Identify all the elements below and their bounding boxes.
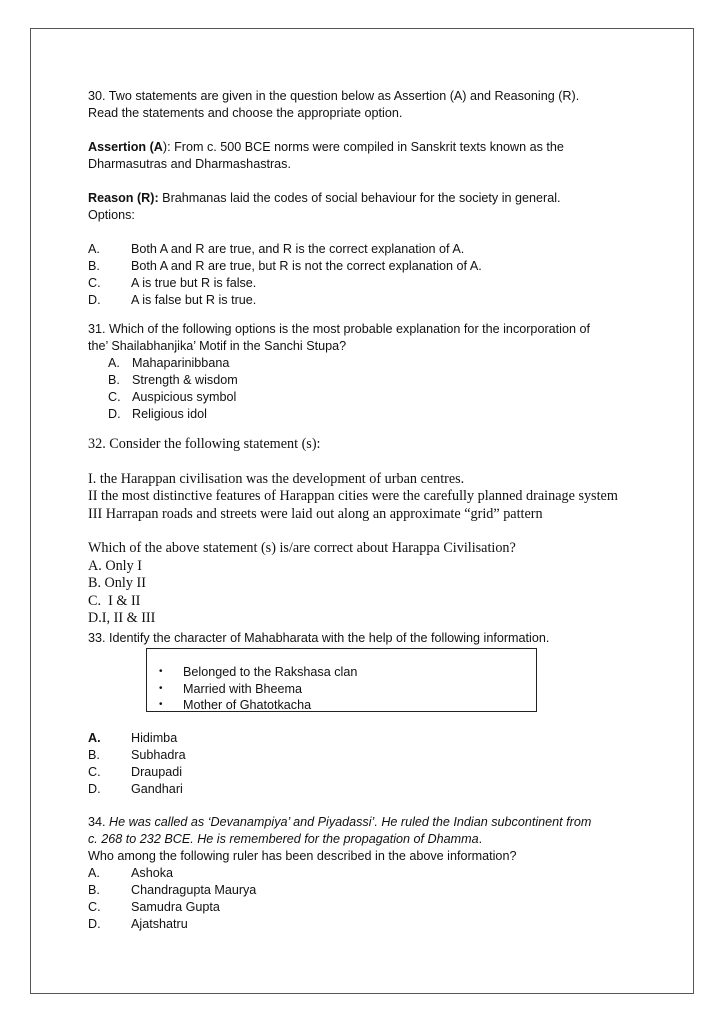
- question-33: [88, 630, 648, 647]
- q33-option-d: D. Gandhari: [88, 782, 183, 796]
- q32-statement-2: II the most distinctive features of Harappan cities were the carefully planned drainage system: [88, 488, 618, 504]
- q33-info-item: • Belonged to the Rakshasa clan: [159, 665, 358, 679]
- q30-assertion-text: ): From c. 500 BCE norms were compiled in Sanskrit texts known as the: [162, 140, 564, 154]
- q30-option-a: A. Both A and R are true, and R is the correct explanation of A.: [88, 242, 465, 256]
- q31-option-d: D. Religious idol: [108, 407, 207, 421]
- q31-line1: 31. Which of the following options is the most probable explanation for the incorporation of: [88, 322, 590, 336]
- q32-statement-3: III Harrapan roads and streets were laid out along an approximate “grid” pattern: [88, 505, 543, 522]
- q31-option-a: A. Mahaparinibbana: [108, 356, 230, 370]
- q34-option-d: D. Ajatshatru: [88, 917, 188, 931]
- q30-reason-label: Reason (R):: [88, 191, 159, 205]
- q34-number: 34.: [88, 815, 110, 829]
- q30-options-label: Options:: [88, 208, 135, 222]
- q32-statement-1: I. the Harappan civilisation was the development of urban centres.: [88, 470, 465, 487]
- q32-option-b: B. Only II: [88, 575, 146, 591]
- q32-option-d: D.I, II & III: [88, 610, 156, 626]
- question-32: [88, 436, 648, 628]
- q33-info-box: [146, 648, 537, 712]
- q32-question: Which of the above statement (s) is/are correct about Harappa Civilisation?: [88, 540, 516, 556]
- q33-info-item: • Married with Bheema: [159, 681, 302, 696]
- q30-intro-line2: Read the statements and choose the appropriate option.: [88, 106, 403, 120]
- q31-line2: the’ Shailabhanjika’ Motif in the Sanchi Stupa?: [88, 339, 347, 353]
- q33-option-b: B. Subhadra: [88, 748, 186, 762]
- q31-options: [108, 355, 238, 423]
- q30-reason: [88, 190, 648, 207]
- q30-reason-text: Brahmanas laid the codes of social behaviour for the society in general.: [158, 191, 561, 205]
- q30-option-d: D. A is false but R is true.: [88, 293, 257, 307]
- bullet-icon: •: [159, 699, 163, 710]
- q31-option-c: C. Auspicious symbol: [108, 390, 237, 404]
- q33-option-a: A. Hidimba: [88, 731, 178, 745]
- q33-info-item: • Mother of Ghatotkacha: [159, 698, 312, 712]
- q33-option-c: C. Draupadi: [88, 765, 183, 779]
- q34-italic-line2: c. 268 to 232 BCE. He is remembered for the propagation of Dhamma: [88, 832, 479, 846]
- q32-option-a: A. Only I: [88, 557, 142, 574]
- q30-assertion-label: Assertion (A: [88, 140, 163, 154]
- question-34: [88, 814, 648, 933]
- q34-italic-line1: He was called as ‘Devanampiya’ and Piyadassi’. He ruled the Indian subcontinent from: [109, 815, 592, 829]
- bullet-icon: •: [159, 666, 163, 677]
- q34-line2: c. 268 to 232 BCE. He is remembered for the propagation of Dhamma.: [88, 832, 483, 846]
- q33-options: [88, 730, 648, 798]
- q30-intro-line1: 30. Two statements are given in the question below as Assertion (A) and Reasoning (R).: [88, 89, 580, 103]
- q34-option-b: B. Chandragupta Maurya: [88, 883, 257, 897]
- q34-line1: [88, 814, 648, 831]
- q30-assertion-line2: Dharmasutras and Dharmashastras.: [88, 157, 291, 171]
- q34-option-a: A. Ashoka: [88, 866, 174, 880]
- q30-option-b: B. Both A and R are true, but R is not the correct explanation of A.: [88, 259, 482, 273]
- q32-intro: 32. Consider the following statement (s):: [88, 436, 321, 452]
- q33-info-list: [159, 664, 357, 714]
- q31-option-b: B. Strength & wisdom: [108, 373, 238, 387]
- q33-intro: 33. Identify the character of Mahabharata with the help of the following information.: [88, 631, 550, 645]
- question-31: [88, 321, 648, 355]
- q30-options: [88, 241, 648, 309]
- q34-question: Who among the following ruler has been described in the above information?: [88, 849, 517, 863]
- q30-assertion: [88, 139, 648, 156]
- bullet-icon: •: [159, 682, 163, 694]
- q32-option-c: C. I & II: [88, 592, 141, 609]
- question-30: [88, 88, 648, 309]
- q30-option-c: C. A is true but R is false.: [88, 276, 257, 290]
- q34-option-c: C. Samudra Gupta: [88, 900, 220, 914]
